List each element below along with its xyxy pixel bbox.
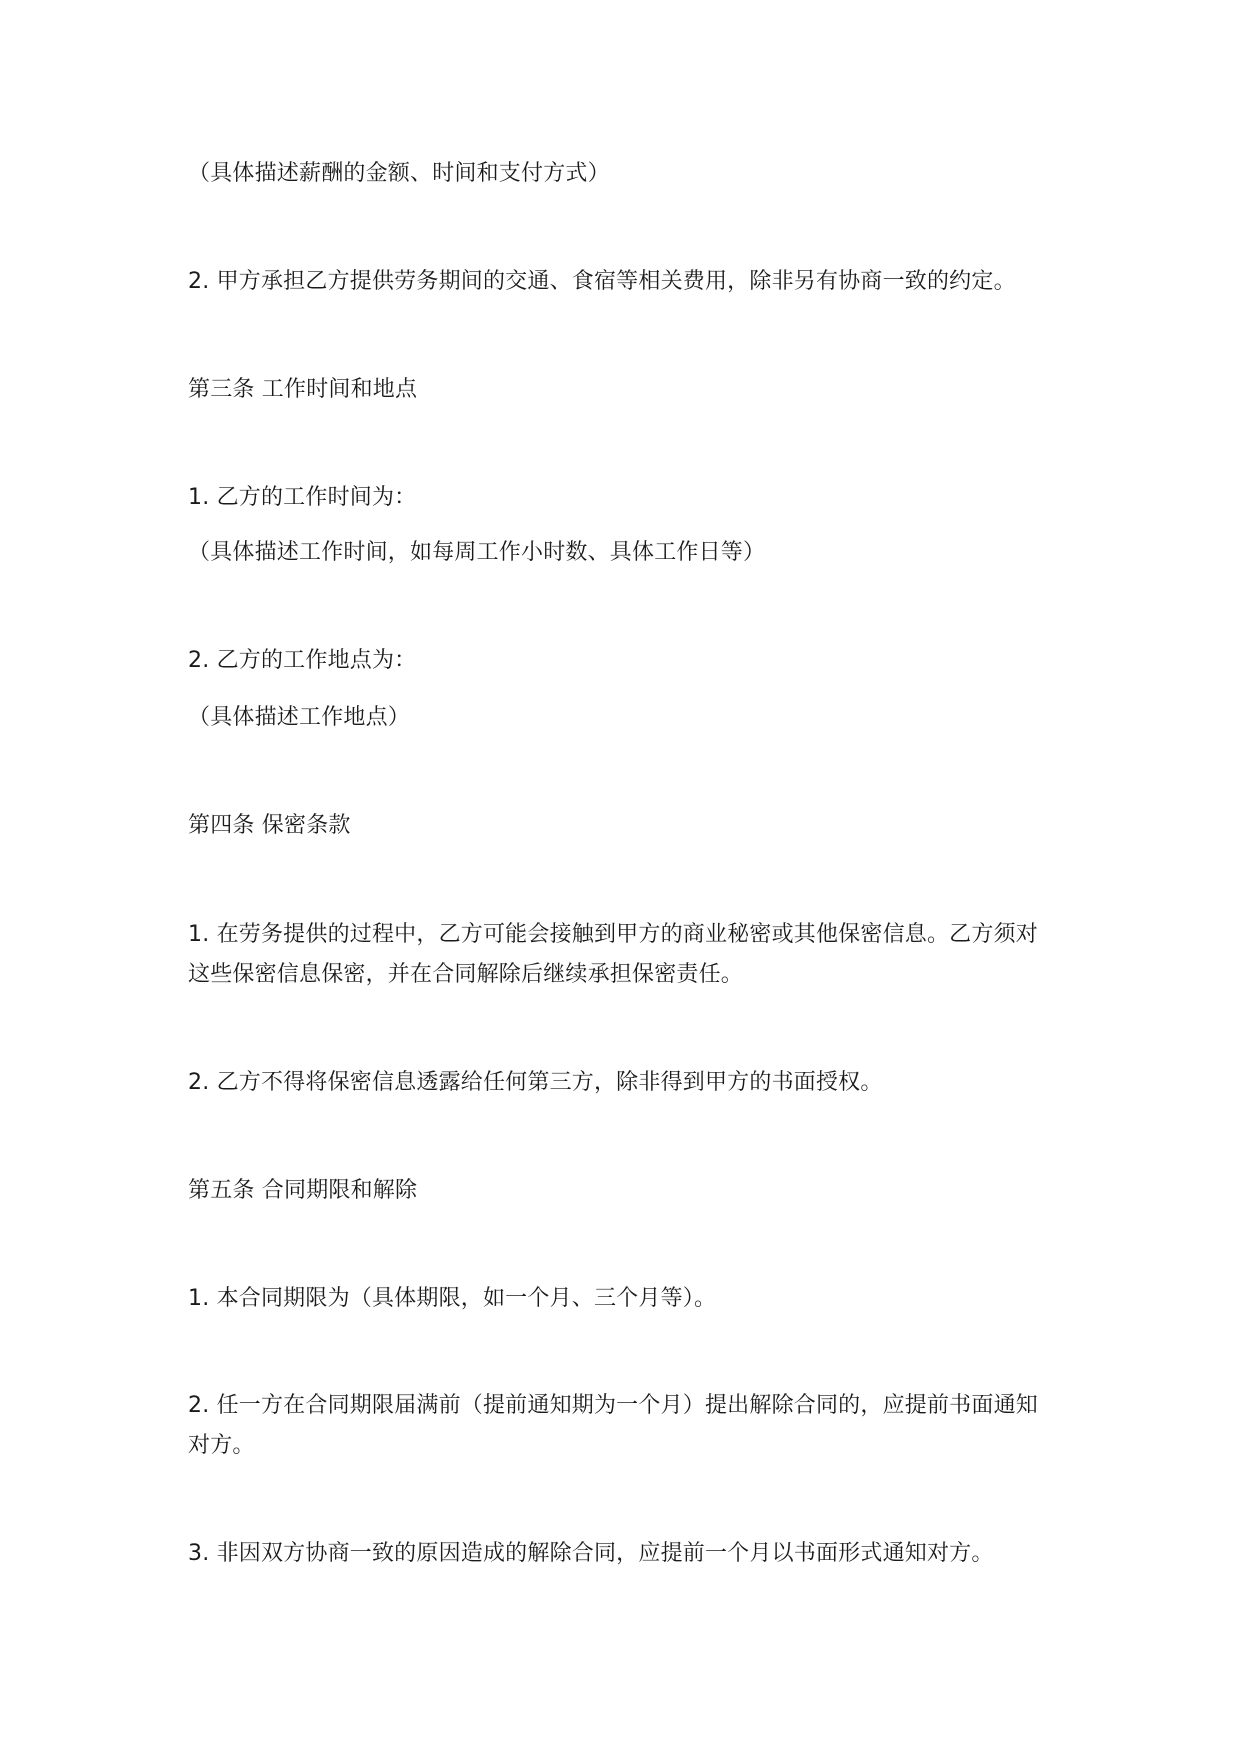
salary-description-placeholder: （具体描述薪酬的金额、时间和支付方式） [188, 161, 610, 186]
confidentiality-clause-2: 2. 乙方不得将保密信息透露给任何第三方，除非得到甲方的书面授权。 [188, 1070, 883, 1095]
article-3-heading: 第三条 工作时间和地点 [188, 377, 418, 402]
article-5-heading: 第五条 合同期限和解除 [188, 1178, 418, 1203]
clause-2-expenses: 2. 甲方承担乙方提供劳务期间的交通、食宿等相关费用，除非另有协商一致的约定。 [188, 269, 1016, 294]
work-location-clause: 2. 乙方的工作地点为： [188, 648, 417, 673]
confidentiality-clause-1: 1. 在劳务提供的过程中，乙方可能会接触到甲方的商业秘密或其他保密信息。乙方须对这些保密信息保密，并在合同解除后继续承担保密责任。 [188, 922, 1038, 987]
contract-term-clause: 1. 本合同期限为（具体期限，如一个月、三个月等）。 [188, 1286, 717, 1311]
work-time-clause: 1. 乙方的工作时间为： [188, 485, 417, 510]
article-4-heading: 第四条 保密条款 [188, 813, 351, 838]
work-location-placeholder: （具体描述工作地点） [188, 705, 411, 730]
work-time-placeholder: （具体描述工作时间，如每周工作小时数、具体工作日等） [188, 540, 766, 565]
early-termination-clause: 2. 任一方在合同期限届满前（提前通知期为一个月）提出解除合同的，应提前书面通知对方。 [188, 1393, 1038, 1458]
termination-notice-clause: 3. 非因双方协商一致的原因造成的解除合同，应提前一个月以书面形式通知对方。 [188, 1541, 994, 1566]
